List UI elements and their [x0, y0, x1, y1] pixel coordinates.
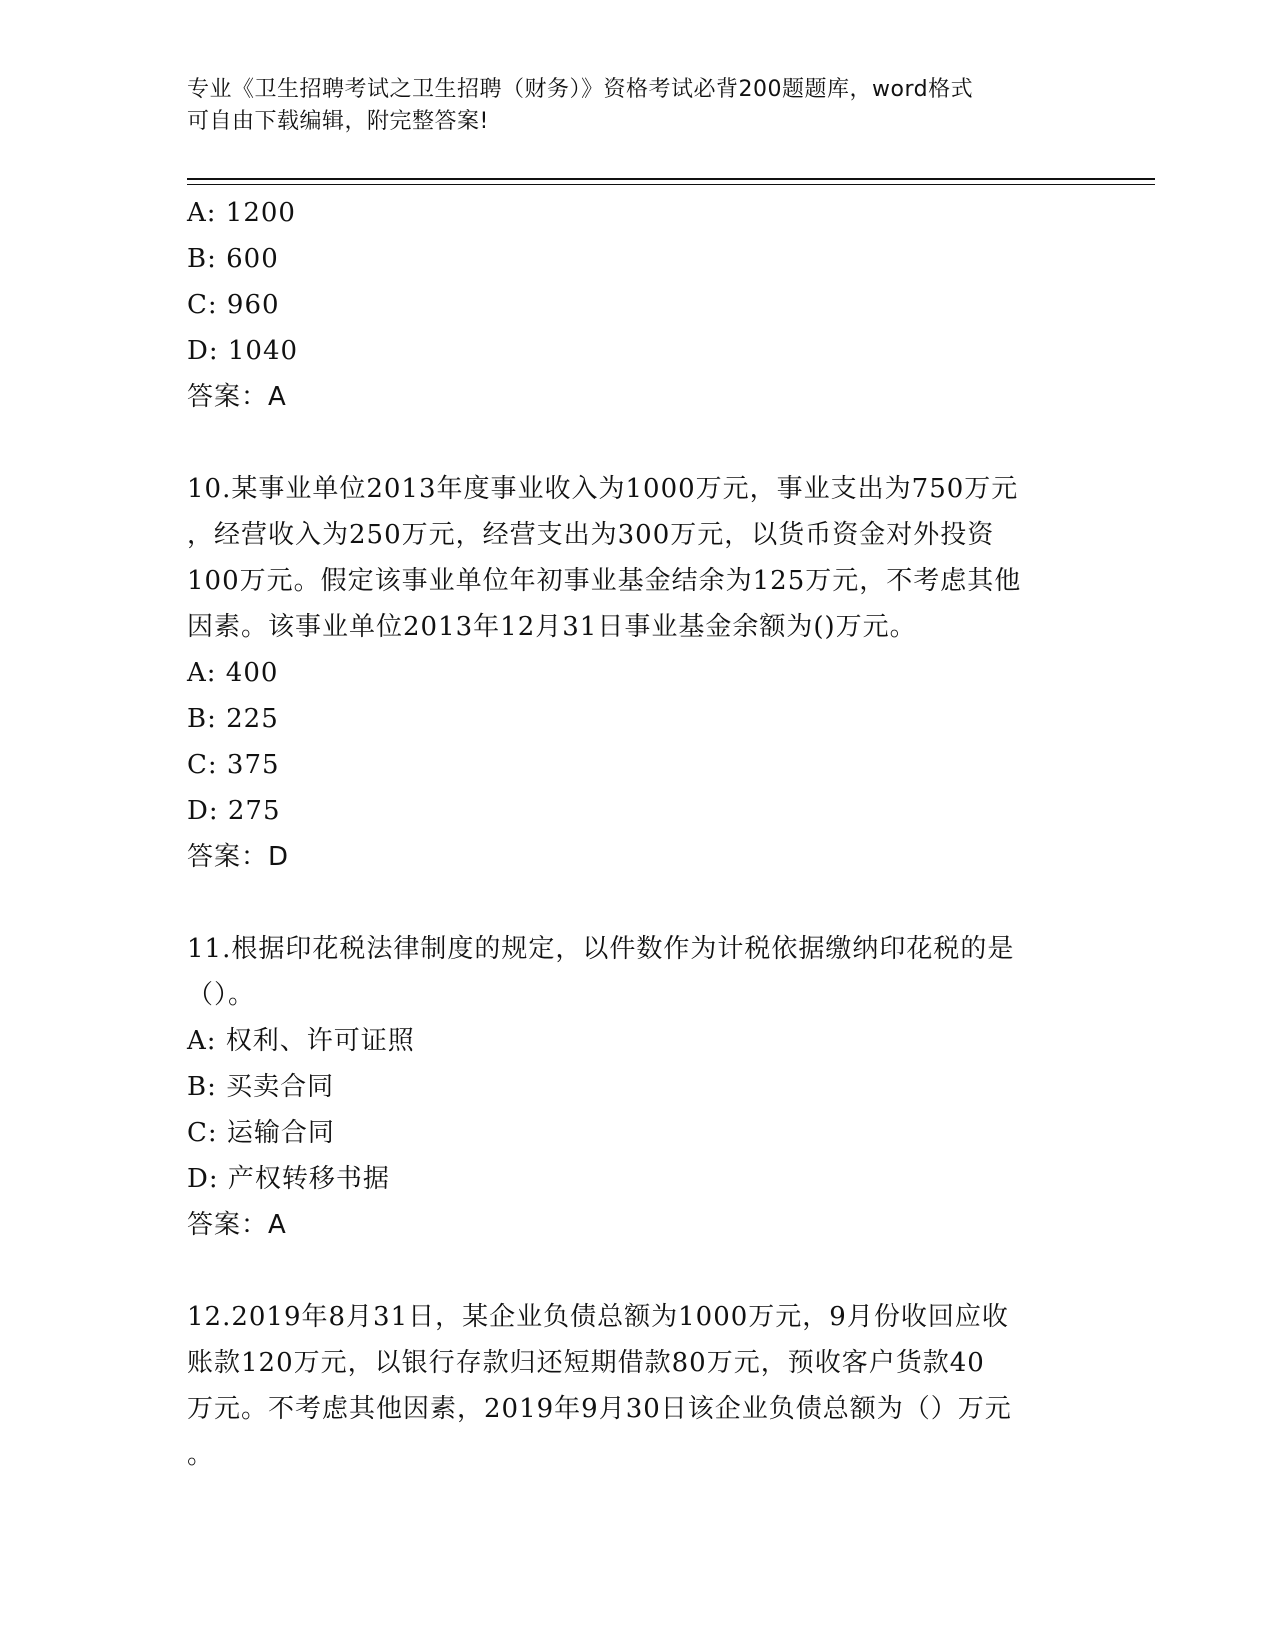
question-9 [187, 190, 1087, 420]
spacer [187, 1248, 1087, 1294]
header-rule-thin [187, 184, 1155, 185]
document-body [187, 190, 1087, 1478]
question-text-line: 100万元。假定该事业单位年初事业基金结余为125万元，不考虑其他 [187, 566, 1022, 596]
answer: 答案：A [187, 382, 287, 412]
option-b: B: 买卖合同 [187, 1072, 335, 1102]
option-a: A: 权利、许可证照 [187, 1026, 415, 1056]
question-text-line: 因素。该事业单位2013年12月31日事业基金余额为()万元。 [187, 612, 917, 642]
spacer [187, 880, 1087, 926]
question-text-line: 10.某事业单位2013年度事业收入为1000万元，事业支出为750万元 [187, 474, 1019, 504]
answer: 答案：D [187, 842, 290, 872]
question-10 [187, 466, 1087, 880]
question-text-line: 12.2019年8月31日，某企业负债总额为1000万元，9月份收回应收 [187, 1302, 1009, 1332]
option-a: A: 400 [187, 658, 279, 688]
option-c: C: 375 [187, 750, 280, 780]
document-header [187, 74, 1067, 138]
question-11 [187, 926, 1087, 1248]
option-b: B: 600 [187, 244, 279, 274]
question-text-line: （）。 [187, 980, 256, 1010]
option-d: D: 1040 [187, 336, 299, 366]
option-a: A: 1200 [187, 198, 296, 228]
option-c: C: 运输合同 [187, 1118, 335, 1148]
header-rule-thick [187, 178, 1155, 180]
question-text-line: ，经营收入为250万元，经营支出为300万元，以货币资金对外投资 [187, 520, 995, 550]
question-text-line: 账款120万元，以银行存款归还短期借款80万元，预收客户货款40 [187, 1348, 985, 1378]
question-text-line: 万元。不考虑其他因素，2019年9月30日该企业负债总额为（）万元 [187, 1394, 1012, 1424]
question-text-line: 11.根据印花税法律制度的规定，以件数作为计税依据缴纳印花税的是 [187, 934, 1015, 964]
spacer [187, 420, 1087, 466]
option-d: D: 275 [187, 796, 281, 826]
option-b: B: 225 [187, 704, 279, 734]
question-12 [187, 1294, 1087, 1478]
option-d: D: 产权转移书据 [187, 1164, 390, 1194]
header-line-2: 可自由下载编辑，附完整答案! [187, 109, 489, 134]
answer: 答案：A [187, 1210, 287, 1240]
question-text-line: 。 [187, 1440, 215, 1470]
header-line-1: 专业《卫生招聘考试之卫生招聘（财务）》资格考试必背200题题库，word格式 [187, 77, 974, 102]
option-c: C: 960 [187, 290, 280, 320]
